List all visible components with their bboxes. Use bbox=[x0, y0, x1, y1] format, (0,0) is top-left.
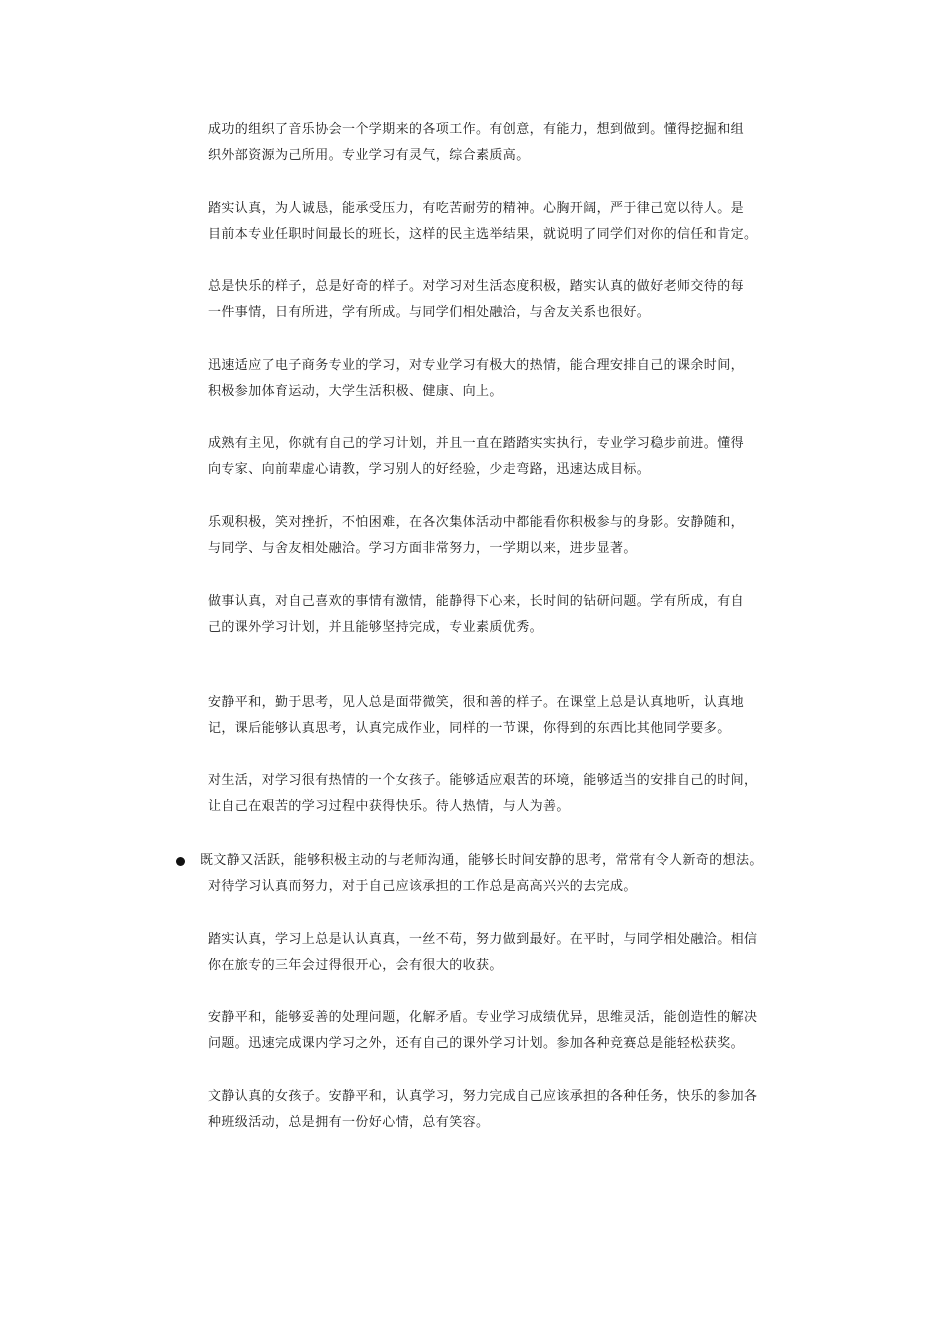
paragraph-line: 一件事情，日有所进，学有所成。与同学们相处融洽，与舍友关系也很好。 bbox=[208, 305, 651, 320]
paragraph-line: 织外部资源为己所用。专业学习有灵气，综合素质高。 bbox=[208, 148, 530, 163]
comment-paragraph-13 bbox=[208, 1084, 808, 1136]
comment-paragraph-2 bbox=[208, 196, 808, 248]
paragraph-line: 对生活，对学习很有热情的一个女孩子。能够适应艰苦的环境，能够适当的安排自己的时间， bbox=[208, 773, 758, 788]
paragraph-line: 踏实认真，学习上总是认认真真，一丝不苟，努力做到最好。在平时，与同学相处融洽。相信 bbox=[208, 932, 758, 947]
comment-paragraph-11 bbox=[208, 927, 808, 979]
paragraph-line: 迅速适应了电子商务专业的学习，对专业学习有极大的热情，能合理安排自己的课余时间， bbox=[208, 358, 745, 373]
bullet-icon bbox=[176, 857, 185, 866]
comment-paragraph-4 bbox=[208, 353, 808, 405]
paragraph-line: 文静认真的女孩子。安静平和，认真学习，努力完成自己应该承担的各种任务，快乐的参加各 bbox=[208, 1089, 758, 1104]
paragraph-line: 问题。迅速完成课内学习之外，还有自己的课外学习计划。参加各种竞赛总是能轻松获奖。 bbox=[208, 1036, 745, 1051]
paragraph-line: 做事认真，对自己喜欢的事情有激情，能静得下心来，长时间的钻研问题。学有所成，有自 bbox=[208, 594, 745, 609]
paragraph-line: 对待学习认真而努力，对于自己应该承担的工作总是高高兴兴的去完成。 bbox=[208, 879, 637, 894]
paragraph-line: 目前本专业任职时间最长的班长，这样的民主选举结果，就说明了同学们对你的信任和肯定。 bbox=[208, 227, 758, 242]
paragraph-line: 既文静又活跃，能够积极主动的与老师沟通，能够长时间安静的思考，常常有令人新奇的想法。 bbox=[200, 853, 763, 868]
comment-paragraph-6 bbox=[208, 510, 808, 562]
paragraph-line: 成熟有主见，你就有自己的学习计划，并且一直在踏踏实实执行，专业学习稳步前进。懂得 bbox=[208, 436, 745, 451]
paragraph-line: 积极参加体育运动，大学生活积极、健康、向上。 bbox=[208, 384, 503, 399]
paragraph-line: 安静平和，勤于思考，见人总是面带微笑，很和善的样子。在课堂上总是认真地听，认真地 bbox=[208, 695, 745, 710]
paragraph-line: 踏实认真，为人诚恳，能承受压力，有吃苦耐劳的精神。心胸开阔，严于律己宽以待人。是 bbox=[208, 201, 745, 216]
paragraph-line: 己的课外学习计划，并且能够坚持完成，专业素质优秀。 bbox=[208, 620, 544, 635]
comment-paragraph-1 bbox=[208, 117, 808, 169]
paragraph-line: 安静平和，能够妥善的处理问题，化解矛盾。专业学习成绩优异，思维灵活，能创造性的解决 bbox=[208, 1010, 758, 1025]
paragraph-line: 你在旅专的三年会过得很开心，会有很大的收获。 bbox=[208, 958, 503, 973]
comment-paragraph-3 bbox=[208, 274, 808, 326]
paragraph-line: 种班级活动，总是拥有一份好心情，总有笑容。 bbox=[208, 1115, 490, 1130]
paragraph-line: 让自己在艰苦的学习过程中获得快乐。待人热情，与人为善。 bbox=[208, 799, 570, 814]
paragraph-line: 成功的组织了音乐协会一个学期来的各项工作。有创意，有能力，想到做到。懂得挖掘和组 bbox=[208, 122, 745, 137]
comment-paragraph-8 bbox=[208, 690, 808, 742]
paragraph-line: 乐观积极，笑对挫折，不怕困难，在各次集体活动中都能看你积极参与的身影。安静随和， bbox=[208, 515, 745, 530]
comment-paragraph-12 bbox=[208, 1005, 808, 1057]
comment-paragraph-7 bbox=[208, 589, 808, 641]
paragraph-line: 与同学、与舍友相处融洽。学习方面非常努力，一学期以来，进步显著。 bbox=[208, 541, 637, 556]
paragraph-line: 记，课后能够认真思考，认真完成作业，同样的一节课，你得到的东西比其他同学要多。 bbox=[208, 721, 731, 736]
comment-paragraph-9 bbox=[208, 768, 808, 820]
paragraph-line: 总是快乐的样子，总是好奇的样子。对学习对生活态度积极，踏实认真的做好老师交待的每 bbox=[208, 279, 745, 294]
paragraph-line: 向专家、向前辈虚心请教，学习别人的好经验，少走弯路，迅速达成目标。 bbox=[208, 462, 651, 477]
comment-paragraph-5 bbox=[208, 431, 808, 483]
comment-paragraph-10 bbox=[200, 848, 800, 900]
